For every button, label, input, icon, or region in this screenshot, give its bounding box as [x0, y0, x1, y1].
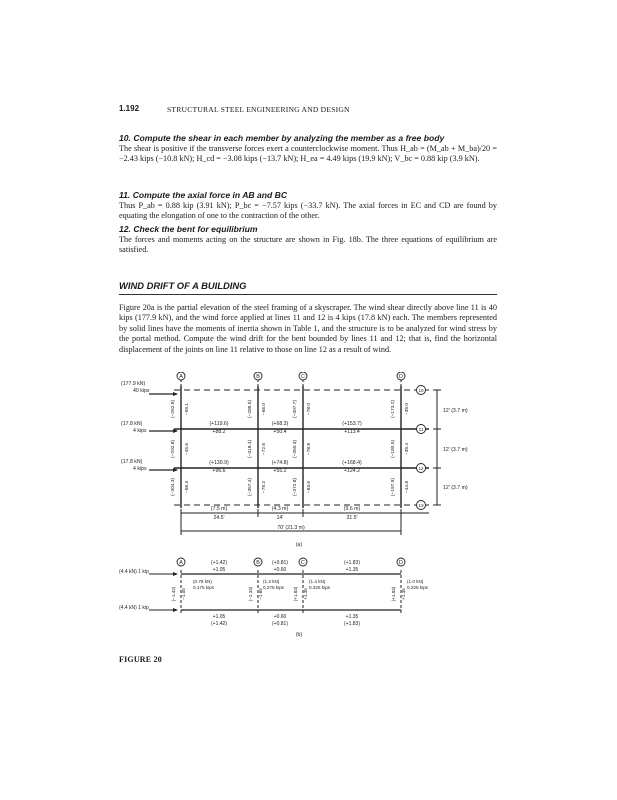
- shear-label: (1.2 kN): [263, 579, 280, 584]
- column-moment: (−357.4): [248, 477, 253, 497]
- column-moment: −45.6: [185, 442, 190, 456]
- bay-dim: 14': [276, 515, 284, 521]
- shear-label: 0.175 kips: [193, 585, 214, 590]
- column-axial: +1.35: [401, 588, 406, 600]
- beam-label: (+0.81): [272, 560, 288, 566]
- step-text: The forces and moments acting on the structure are shown in Fig. 18b. The three equations of equilibrium are satisfied.: [119, 234, 497, 255]
- column-moment: −39.4: [405, 442, 410, 456]
- figure-sublabel: (a): [295, 542, 303, 548]
- shear-label: (1.4 kN): [309, 579, 326, 584]
- beam-moment: +96.6: [212, 468, 226, 474]
- bay-dim: 31.5': [346, 515, 358, 521]
- shear-label: 0.225 kips: [407, 585, 428, 590]
- row-label: 12: [418, 466, 424, 471]
- column-moment: −72.6: [262, 442, 267, 456]
- column-moment: −78.0: [307, 402, 312, 416]
- section-title: WIND DRIFT OF A BUILDING: [119, 280, 247, 291]
- beam-label: (+1.42): [211, 621, 227, 627]
- beam-moment: +55.2: [273, 468, 287, 474]
- column-moment: (−318.4): [248, 439, 253, 459]
- column-moment: (−180.5): [391, 439, 396, 459]
- column-label: A: [179, 374, 183, 380]
- beam-label: +0.60: [273, 567, 287, 573]
- column-axial: (−2.34): [248, 586, 253, 602]
- shear-label: 0.325 kips: [309, 585, 330, 590]
- beam-label: +0.60: [273, 614, 287, 620]
- beam-moment: +113.4: [344, 429, 360, 435]
- load-label: 40 kips: [133, 388, 150, 394]
- column-moment: (−197.9): [391, 477, 396, 497]
- beam-label: +1.05: [212, 567, 226, 573]
- column-moment: (−262.9): [171, 399, 176, 419]
- load-label: (177.9 kN): [121, 381, 146, 387]
- column-axial: +1.35: [303, 588, 308, 600]
- row-label: 13: [418, 503, 424, 508]
- column-moment: −83.6: [307, 480, 312, 494]
- column-axial: (−1.42): [171, 586, 176, 602]
- row-label: 11: [418, 427, 424, 432]
- column-moment: −78.8: [307, 442, 312, 456]
- section-paragraph: Figure 20a is the partial elevation of the steel framing of a skyscraper. The wind shear directly above line 11 is 40 kips (177.9 kN), and the wind force applied at lines 11 and 12 is 4 kips (17.8 kN) each. The members represented by solid lines have the moments of inertia shown in Table 1, and the structure is to be analyzed for wind stress by the portal method. Compute the wind drift for the bent bounded by lines 11 and 12; that is, find the horizontal displacement of the joints on line 11 relative to those on line 12 as a result of wind.: [119, 303, 497, 354]
- beam-moment: (+74.8): [271, 460, 289, 466]
- beam-moment: (+153.7): [342, 421, 362, 427]
- column-label: A: [179, 560, 183, 566]
- step-heading: 12. Check the bent for equilibrium: [119, 224, 258, 234]
- column-moment: (−307.7): [293, 399, 298, 419]
- shear-label: 0.275 kips: [263, 585, 284, 590]
- row-label: 10: [418, 388, 424, 393]
- column-moment: (−202.8): [171, 439, 176, 459]
- column-axial: −1.65: [258, 588, 263, 600]
- load-label: (17.8 kN): [121, 421, 143, 427]
- load-label: (17.8 kN): [121, 459, 143, 465]
- load-label: (4.4 kN) 1 kip: [119, 605, 149, 611]
- story-height: 12' (3.7 m): [443, 485, 468, 491]
- figure-sublabel: (b): [295, 632, 303, 638]
- beam-moment: +124.2: [343, 468, 361, 474]
- step-12: [119, 225, 497, 256]
- bay-dim: (7.5 m): [210, 506, 228, 512]
- bay-dim: (9.6 m): [343, 506, 361, 512]
- figure-20b: [119, 556, 499, 644]
- beam-label: (+1.83): [344, 621, 360, 627]
- step-heading: 10. Compute the shear in each member by analyzing the member as a free body: [119, 133, 445, 143]
- beam-moment: (+130.9): [209, 460, 229, 466]
- total-span: 70' (21.3 m): [277, 525, 305, 531]
- beam-moment: (+119.6): [209, 421, 229, 427]
- column-label: C: [301, 560, 305, 566]
- page-header: [119, 104, 499, 113]
- step-10: [119, 134, 497, 165]
- column-moment: (−289.5): [248, 399, 253, 419]
- column-moment: −59.1: [185, 402, 190, 416]
- beam-label: (+1.83): [344, 560, 360, 566]
- beam-moment: +50.4: [273, 429, 287, 435]
- column-label: D: [399, 560, 403, 566]
- beam-label: (+0.81): [272, 621, 288, 627]
- column-label: B: [256, 560, 260, 566]
- column-moment: (−173.2): [391, 399, 396, 419]
- column-axial: (+1.83): [391, 586, 396, 602]
- column-moment: (−372.8): [293, 477, 298, 497]
- column-moment: −39.0: [405, 402, 410, 416]
- page-number: 1.192: [119, 104, 140, 113]
- column-label: B: [256, 374, 260, 380]
- column-moment: −44.8: [405, 480, 410, 494]
- column-moment: (−304.3): [171, 477, 176, 497]
- load-label: 4 kips: [133, 466, 147, 472]
- column-moment: −79.2: [262, 480, 267, 494]
- beam-label: +1.35: [345, 567, 359, 573]
- beam-label: (+1.42): [211, 560, 227, 566]
- beam-label: +1.35: [345, 614, 359, 620]
- column-axial: −1.05: [181, 588, 186, 600]
- load-label: (4.4 kN) 1 kip: [119, 569, 149, 575]
- column-axial: (+1.83): [293, 586, 298, 602]
- figure-20a: [119, 372, 499, 552]
- figure-caption: FIGURE 20: [119, 655, 162, 664]
- story-height: 12' (3.7 m): [443, 408, 468, 414]
- column-moment: −68.3: [185, 480, 190, 494]
- beam-moment: (+168.4): [342, 460, 362, 466]
- section-rule: [119, 294, 497, 295]
- step-text: The shear is positive if the transverse forces exert a counterclockwise moment. Thus H_ab = (M_ab + M_ba)/20 = −2.43 kips (−10.8 kN); H_cd = −3.08 kips (−13.7 kN); H_ea = 4.49 kips (19.9 kN); V_bc = 0.88 kip (3.9 kN).: [119, 143, 497, 164]
- bay-dim: (4.3 m): [271, 506, 289, 512]
- load-label: 4 kips: [133, 428, 147, 434]
- beam-label: +1.05: [212, 614, 226, 620]
- shear-label: (1.0 kN): [407, 579, 424, 584]
- running-title: STRUCTURAL STEEL ENGINEERING AND DESIGN: [167, 105, 350, 114]
- column-moment: −66.0: [262, 402, 267, 416]
- column-moment: (−350.3): [293, 439, 298, 459]
- beam-moment: (+68.3): [271, 421, 289, 427]
- column-label: D: [399, 374, 403, 380]
- step-11: [119, 191, 497, 222]
- shear-label: (0.78 kN): [193, 579, 212, 584]
- step-text: Thus P_ab = 0.88 kip (3.91 kN); P_bc = −7.57 kips (−33.7 kN). The axial forces in EC and CD are found by equating the elongation of one to the contraction of the other.: [119, 200, 497, 221]
- column-label: C: [301, 374, 305, 380]
- beam-moment: +88.2: [212, 429, 226, 435]
- bay-dim: 24.5': [213, 515, 225, 521]
- story-height: 12' (3.7 m): [443, 447, 468, 453]
- step-heading: 11. Compute the axial force in AB and BC: [119, 190, 288, 200]
